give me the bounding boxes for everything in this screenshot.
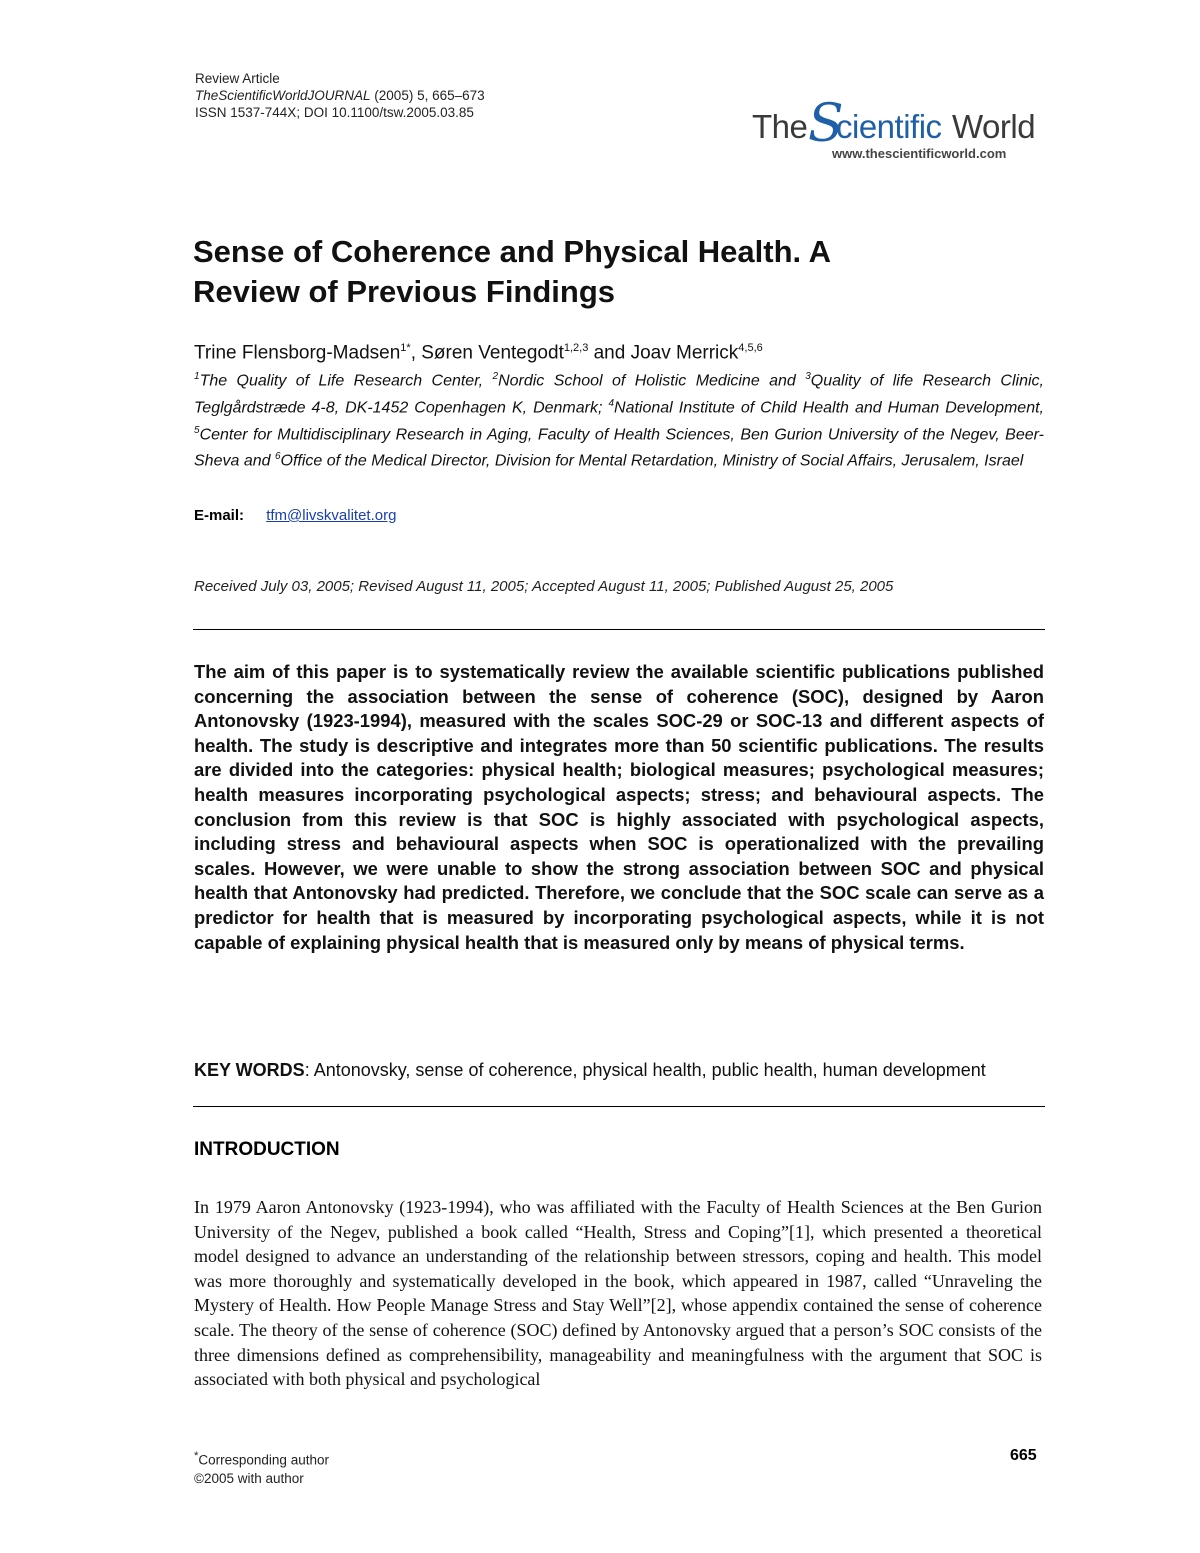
journal-name: TheScientificWorldJOURNAL (195, 88, 371, 103)
divider-top (193, 629, 1045, 630)
logo-letter-s: S (808, 94, 844, 154)
abstract: The aim of this paper is to systematically review the available scientific publications published concerning the association between the sense of coherence (SOC), designed by Aaron Antonovsky (1923-1994), measured with the scales SOC-29 or SOC-13 and different aspects of health. The study is descriptive and integrates more than 50 scientific publications. The results are divided into the categories: physical health; biological measures; psychological measures; health measures incorporating psychological aspects; stress; and behavioural aspects. The conclusion from this review is that SOC is highly associated with psychological aspects, including stress and behavioural aspects when SOC is operationalized with the prevailing scales. However, we were unable to show the strong association between SOC and physical health that Antonovsky had predicted. Therefore, we conclude that the SOC scale can serve as a predictor for health that is measured by incorporating psychological aspects, while it is not capable of explaining physical health that is measured only by means of physical terms. (194, 661, 1044, 953)
keywords-list: : Antonovsky, sense of coherence, physical health, public health, human development (304, 1060, 986, 1080)
author-3-affiliation: 4,5,6 (738, 342, 763, 354)
paper-title (193, 232, 1053, 312)
author-list (194, 342, 763, 364)
affil-2-num: 2 (492, 371, 499, 382)
affil-6-num: 6 (274, 451, 281, 463)
keywords-label: KEY WORDS (194, 1060, 305, 1080)
author-1-affiliation: 1* (400, 342, 411, 354)
affiliations (194, 366, 1044, 473)
article-type: Review Article (195, 71, 280, 86)
journal-citation (195, 87, 485, 104)
logo-word-world: World (952, 108, 1036, 145)
email-label: E-mail: (194, 507, 245, 524)
author-2-affiliation: 1,2,3 (563, 342, 589, 354)
affil-5-num: 5 (194, 424, 200, 436)
affil-3: Quality of life Research Clinic, Teglgårdstræde 4-8, DK-1452 Copenhagen K, Denmark; (194, 372, 1044, 417)
author-3: and Joav Merrick (588, 342, 739, 364)
title-line-1: Sense of Coherence and Physical Health. A (193, 234, 831, 269)
author-2: , Søren Ventegodt (410, 342, 564, 364)
journal-header (195, 70, 485, 121)
affil-3-num: 3 (805, 371, 811, 382)
email-link[interactable]: tfm@livskvalitet.org (266, 507, 397, 524)
title-line-2: Review of Previous Findings (193, 274, 616, 309)
copyright: ©2005 with author (194, 1470, 304, 1486)
journal-volume-pages: (2005) 5, 665–673 (370, 88, 485, 103)
logo-url: www.thescientificworld.com (832, 146, 1007, 161)
footnote (194, 1447, 329, 1488)
logo-word-the: The (752, 108, 808, 145)
logo-word-cientific: cientific (836, 108, 942, 145)
publication-dates: Received July 03, 2005; Revised August 11, 2005; Accepted August 11, 2005; Published August 25, 2005 (194, 578, 894, 595)
author-1: Trine Flensborg-Madsen (194, 342, 401, 364)
introduction-text: In 1979 Aaron Antonovsky (1923-1994), who was affiliated with the Faculty of Health Sciences at the Ben Gurion University of the Negev, published a book called “Health, Stress and Coping”[1], which presented a theoretical model designed to advance an understanding of the relationship between stressors, coping and health. This model was more thoroughly and systematically developed in the book, which appeared in 1987, called “Unraveling the Mystery of Health. How People Manage Stress and Stay Well”[2], whose appendix contained the sense of coherence scale. The theory of the sense of coherence (SOC) defined by Antonovsky argued that a person’s SOC consists of the three dimensions defined as comprehensibility, manageability and meaningfulness with the argument that SOC is associated with both physical and psychological (194, 1197, 1042, 1390)
issn-doi: ISSN 1537-744X; DOI 10.1100/tsw.2005.03.85 (195, 105, 474, 120)
corresponding-author: Corresponding author (198, 1452, 329, 1468)
page-number: 665 (1010, 1447, 1037, 1464)
corresponding-author-note (194, 1447, 329, 1470)
affil-5: Center for Multidisciplinary Research in Aging, Faculty of Health Sciences, Ben Gurion University of the Negev, Beer-Sheva and (194, 425, 1044, 470)
affil-4: National Institute of Child Health and Human Development, (614, 399, 1044, 417)
affil-6: Office of the Medical Director, Division for Mental Retardation, Ministry of Social Affairs, Jerusalem, Israel (280, 452, 1024, 470)
divider-bottom (193, 1106, 1045, 1107)
scientific-world-logo (752, 94, 1052, 170)
affil-4-num: 4 (608, 397, 615, 409)
email-line (194, 507, 396, 524)
section-heading: INTRODUCTION (194, 1139, 340, 1160)
affil-2: Nordic School of Holistic Medicine and (498, 372, 806, 390)
corresponding-mark: * (194, 1450, 199, 1462)
keywords (194, 1058, 1044, 1082)
affil-1-num: 1 (194, 371, 200, 382)
affil-1: The Quality of Life Research Center, (199, 372, 493, 390)
